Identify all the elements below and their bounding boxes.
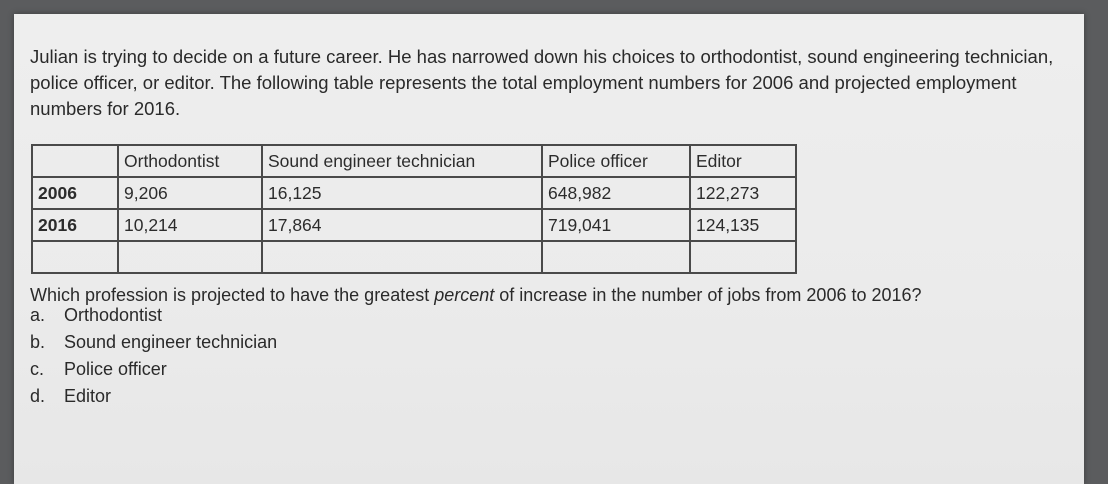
- choice-letter: a.: [30, 305, 46, 325]
- choice-text: Editor: [64, 386, 112, 406]
- table-row: [32, 209, 796, 241]
- table-cell: [118, 241, 262, 273]
- answer-choices: [30, 302, 277, 410]
- table-cell: 9,206: [118, 177, 262, 209]
- table-header-cell: Editor: [690, 145, 796, 177]
- table-row-label: 2016: [32, 209, 118, 241]
- table-cell: 17,864: [262, 209, 542, 241]
- intro-paragraph: Julian is trying to decide on a future career. He has narrowed down his choices to orthodontist, sound engineering technician, police officer, or editor. The following table represents the total employment numbers for 2006 and projected employment numbers for 2016.: [30, 46, 1054, 119]
- worksheet-page: [14, 14, 1084, 484]
- answer-choice[interactable]: [30, 383, 277, 410]
- table-cell: 16,125: [262, 177, 542, 209]
- answer-choice[interactable]: [30, 329, 277, 356]
- table-header-row: [32, 145, 796, 177]
- table-cell: 648,982: [542, 177, 690, 209]
- employment-table: [31, 144, 797, 274]
- table-cell: 10,214: [118, 209, 262, 241]
- choice-letter: d.: [30, 386, 46, 406]
- table-cell: 124,135: [690, 209, 796, 241]
- choice-text: Orthodontist: [64, 305, 163, 325]
- choice-text: Sound engineer technician: [64, 332, 278, 352]
- table-cell: 122,273: [690, 177, 796, 209]
- question-emphasis: percent: [434, 285, 495, 305]
- choice-letter: b.: [30, 332, 46, 352]
- table-row: [32, 241, 796, 273]
- table-cell: [262, 241, 542, 273]
- choice-text: Police officer: [64, 359, 167, 379]
- answer-choice[interactable]: [30, 356, 277, 383]
- table-row-label: 2006: [32, 177, 118, 209]
- table-header-cell: Orthodontist: [118, 145, 262, 177]
- table-row-label: [32, 241, 118, 273]
- table-cell: 719,041: [542, 209, 690, 241]
- answer-choice[interactable]: [30, 302, 277, 329]
- table-cell: [690, 241, 796, 273]
- table-header-cell: [32, 145, 118, 177]
- table-row: [32, 177, 796, 209]
- table-cell: [542, 241, 690, 273]
- question-text-start: Which profession is projected to have the greatest: [30, 285, 435, 305]
- choice-letter: c.: [30, 359, 45, 379]
- question-text-end: of increase in the number of jobs from 2006 to 2016?: [494, 285, 922, 305]
- table-header-cell: Sound engineer technician: [262, 145, 542, 177]
- table-header-cell: Police officer: [542, 145, 690, 177]
